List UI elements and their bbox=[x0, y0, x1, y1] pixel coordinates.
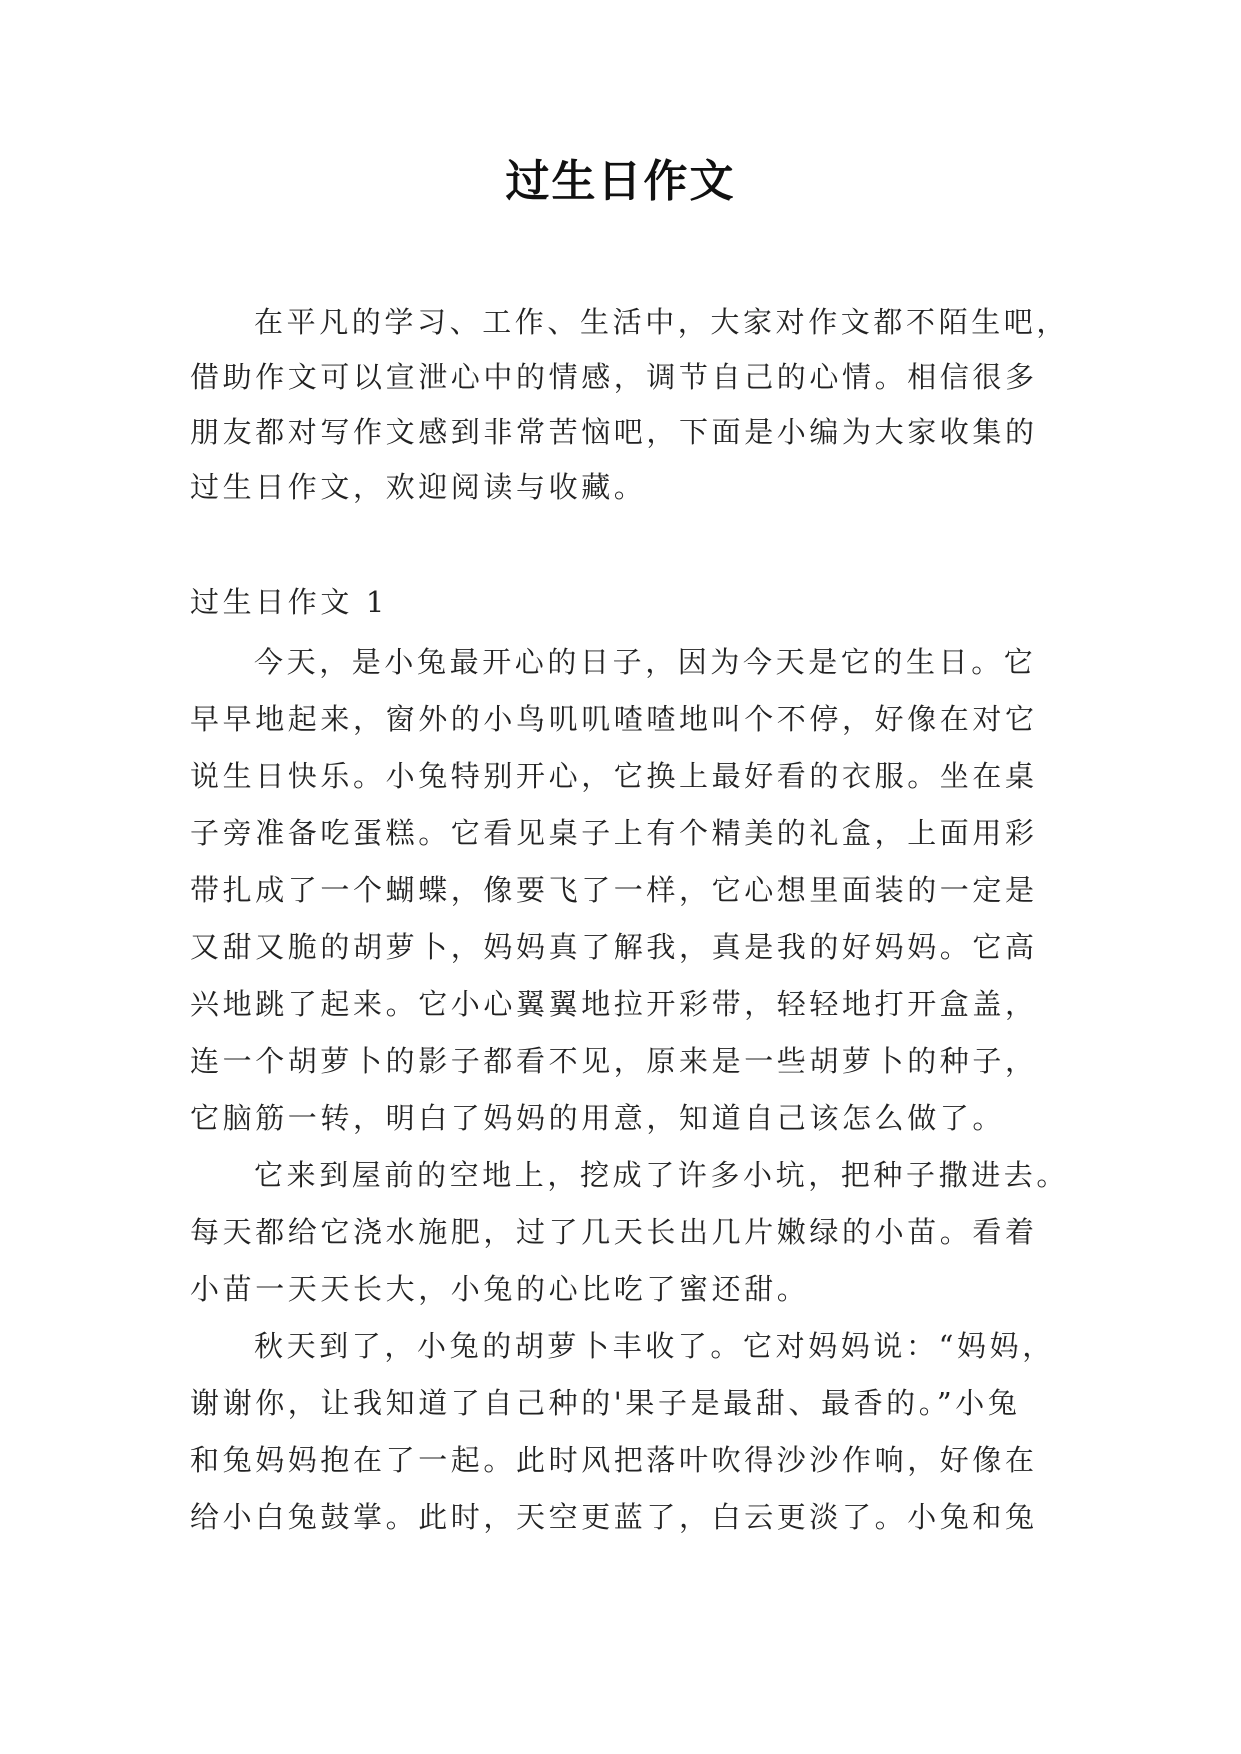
section-heading: 过生日作文 1 bbox=[190, 585, 388, 619]
paragraph-line: 每天都给它浇水施肥，过了几天长出几片嫩绿的小苗。看着 bbox=[190, 1215, 1038, 1249]
intro-line: 在平凡的学习、工作、生活中，大家对作文都不陌生吧， bbox=[254, 305, 1070, 339]
paragraph-line: 它来到屋前的空地上，挖成了许多小坑，把种子撒进去。 bbox=[254, 1158, 1070, 1192]
paragraph-line: 谢谢你，让我知道了自己种的'果子是最甜、最香的。”小兔 bbox=[190, 1386, 1021, 1420]
paragraph-line: 给小白兔鼓掌。此时，天空更蓝了，白云更淡了。小兔和兔 bbox=[190, 1500, 1038, 1534]
paragraph-line: 早早地起来，窗外的小鸟叽叽喳喳地叫个不停，好像在对它 bbox=[190, 702, 1038, 736]
paragraph-line: 小苗一天天长大，小兔的心比吃了蜜还甜。 bbox=[190, 1272, 810, 1306]
paragraph-line: 秋天到了，小兔的胡萝卜丰收了。它对妈妈说：“妈妈， bbox=[254, 1329, 1055, 1363]
intro-line: 过生日作文，欢迎阅读与收藏。 bbox=[190, 470, 647, 504]
document-title: 过生日作文 bbox=[505, 156, 736, 207]
intro-line: 朋友都对写作文感到非常苦恼吧，下面是小编为大家收集的 bbox=[190, 415, 1038, 449]
paragraph-line: 和兔妈妈抱在了一起。此时风把落叶吹得沙沙作响，好像在 bbox=[190, 1443, 1038, 1477]
paragraph-line: 子旁准备吃蛋糕。它看见桌子上有个精美的礼盒，上面用彩 bbox=[190, 816, 1038, 850]
intro-line: 借助作文可以宣泄心中的情感，调节自己的心情。相信很多 bbox=[190, 360, 1038, 394]
paragraph-line: 说生日快乐。小兔特别开心，它换上最好看的衣服。坐在桌 bbox=[190, 759, 1038, 793]
paragraph-line: 今天，是小兔最开心的日子，因为今天是它的生日。它 bbox=[254, 645, 1037, 679]
paragraph-line: 它脑筋一转，明白了妈妈的用意，知道自己该怎么做了。 bbox=[190, 1101, 1006, 1135]
paragraph-line: 又甜又脆的胡萝卜，妈妈真了解我，真是我的好妈妈。它高 bbox=[190, 930, 1038, 964]
paragraph-line: 带扎成了一个蝴蝶，像要飞了一样，它心想里面装的一定是 bbox=[190, 873, 1038, 907]
paragraph-line: 连一个胡萝卜的影子都看不见，原来是一些胡萝卜的种子， bbox=[190, 1044, 1038, 1078]
paragraph-line: 兴地跳了起来。它小心翼翼地拉开彩带，轻轻地打开盒盖， bbox=[190, 987, 1038, 1021]
